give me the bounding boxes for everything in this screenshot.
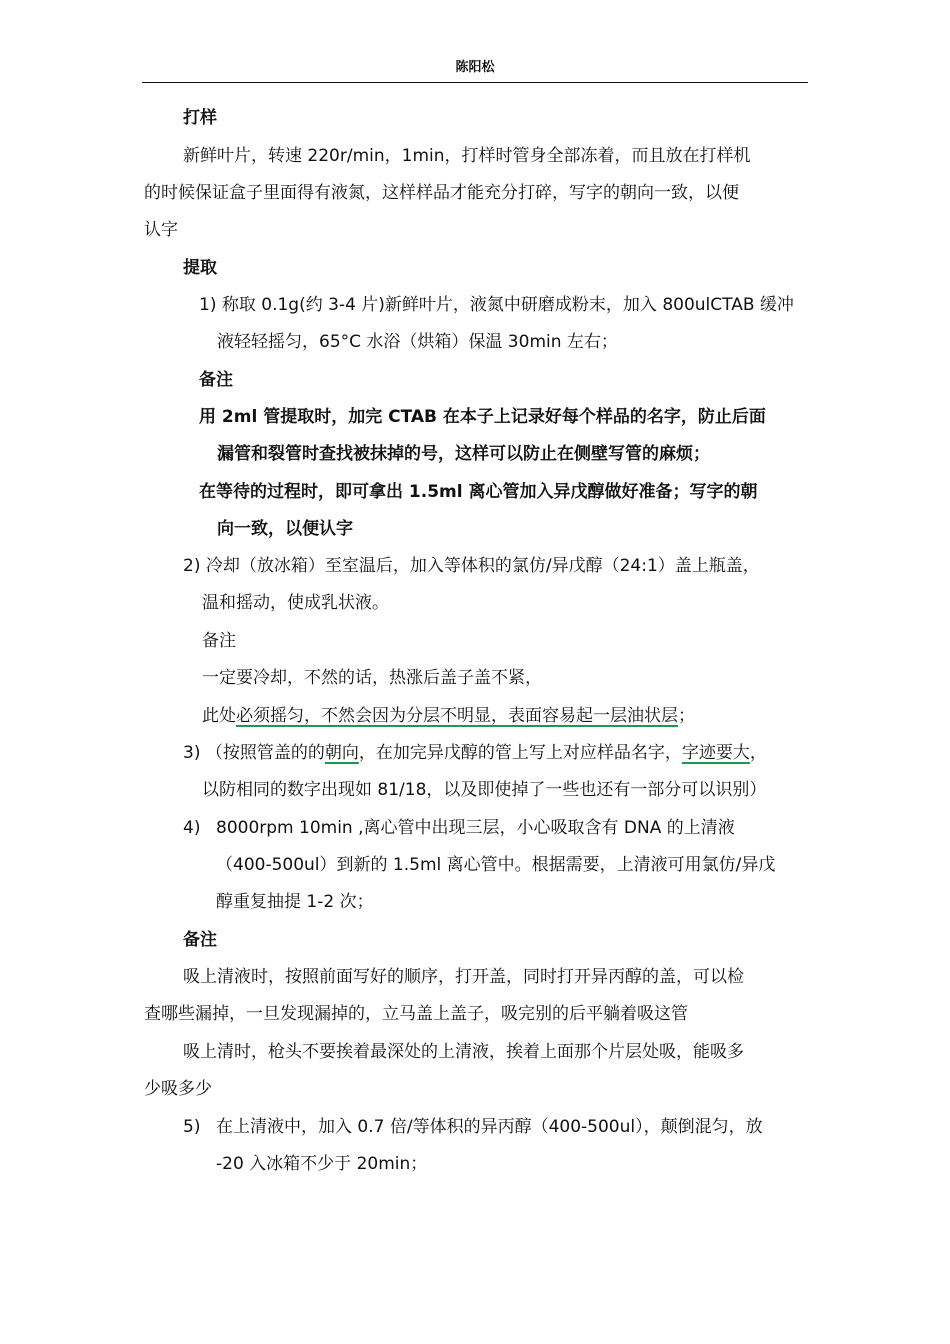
step-number: 4) [183, 818, 201, 838]
heading-extraction: 提取 [183, 258, 217, 278]
header-author: 陈阳松 [455, 60, 495, 75]
step-text: ， [749, 743, 767, 763]
note-line: 在等待的过程时，即可拿出 1.5ml 离心管加入异戊醇做好准备；写字的朝 [199, 482, 758, 502]
step-line: 1) 称取 0.1g(约 3-4 片)新鲜叶片，液氮中研磨成粉末，加入 800ulCTAB 缓冲 [199, 295, 794, 315]
step-line: 液轻轻摇匀，65°C 水浴（烘箱）保温 30min 左右； [217, 332, 618, 352]
step-line: （400-500ul）到新的 1.5ml 离心管中。根据需要，上清液可用氯仿/异戊 [216, 855, 776, 875]
underlined-text: 必须摇匀，不然会因为分层不明显，表面容易起一层油状层 [236, 706, 678, 726]
step-line: 2) 冷却（放冰箱）至室温后，加入等体积的氯仿/异戊醇（24:1）盖上瓶盖， [183, 556, 760, 576]
note-line [202, 704, 695, 728]
underlined-text: 朝向 [324, 743, 359, 763]
underlined-text: 字迹要大 [681, 743, 750, 763]
paragraph-line: 认字 [144, 220, 178, 240]
step-text: 3) （按照管盖的的 [183, 743, 325, 763]
heading-sampling: 打样 [183, 108, 217, 128]
note-text: ； [678, 706, 695, 726]
step-line: -20 入冰箱不少于 20min； [216, 1154, 428, 1174]
step-text: ，在加完异戊醇的管上写上对应样品名字， [358, 743, 682, 763]
note-label: 备注 [199, 370, 233, 390]
paragraph-line: 的时候保证盒子里面得有液氮，这样样品才能充分打碎，写字的朝向一致，以便 [144, 183, 739, 203]
step-line [183, 741, 767, 765]
step-line: 以防相同的数字出现如 81/18，以及即使掉了一些也还有一部分可以识别） [202, 780, 767, 800]
page-header [142, 52, 808, 83]
note-text: 此处 [202, 706, 236, 726]
step-number: 5) [183, 1117, 201, 1137]
note-line: 查哪些漏掉，一旦发现漏掉的，立马盖上盖子，吸完别的后平躺着吸这管 [144, 1004, 688, 1024]
note-label: 备注 [202, 631, 236, 651]
note-line: 用 2ml 管提取时，加完 CTAB 在本子上记录好每个样品的名字，防止后面 [199, 407, 766, 427]
note-line: 向一致，以便认字 [217, 519, 353, 539]
note-line: 吸上清液时，按照前面写好的顺序，打开盖，同时打开异丙醇的盖，可以检 [183, 967, 744, 987]
step-line: 8000rpm 10min ,离心管中出现三层，小心吸取含有 DNA 的上清液 [216, 818, 735, 838]
note-line: 少吸多少 [144, 1079, 212, 1099]
paragraph-line: 新鲜叶片，转速 220r/min，1min，打样时管身全部冻着，而且放在打样机 [183, 146, 751, 166]
step-line: 温和摇动，使成乳状液。 [202, 593, 389, 613]
note-line: 漏管和裂管时查找被抹掉的号，这样可以防止在侧壁写管的麻烦； [217, 444, 710, 464]
note-line: 吸上清时，枪头不要挨着最深处的上清液，挨着上面那个片层处吸，能吸多 [183, 1042, 744, 1062]
step-line: 在上清液中，加入 0.7 倍/等体积的异丙醇（400-500ul），颠倒混匀，放 [216, 1117, 763, 1137]
step-line: 醇重复抽提 1-2 次； [216, 892, 374, 912]
note-label: 备注 [183, 930, 217, 950]
note-line: 一定要冷却，不然的话，热涨后盖子盖不紧， [202, 668, 542, 688]
